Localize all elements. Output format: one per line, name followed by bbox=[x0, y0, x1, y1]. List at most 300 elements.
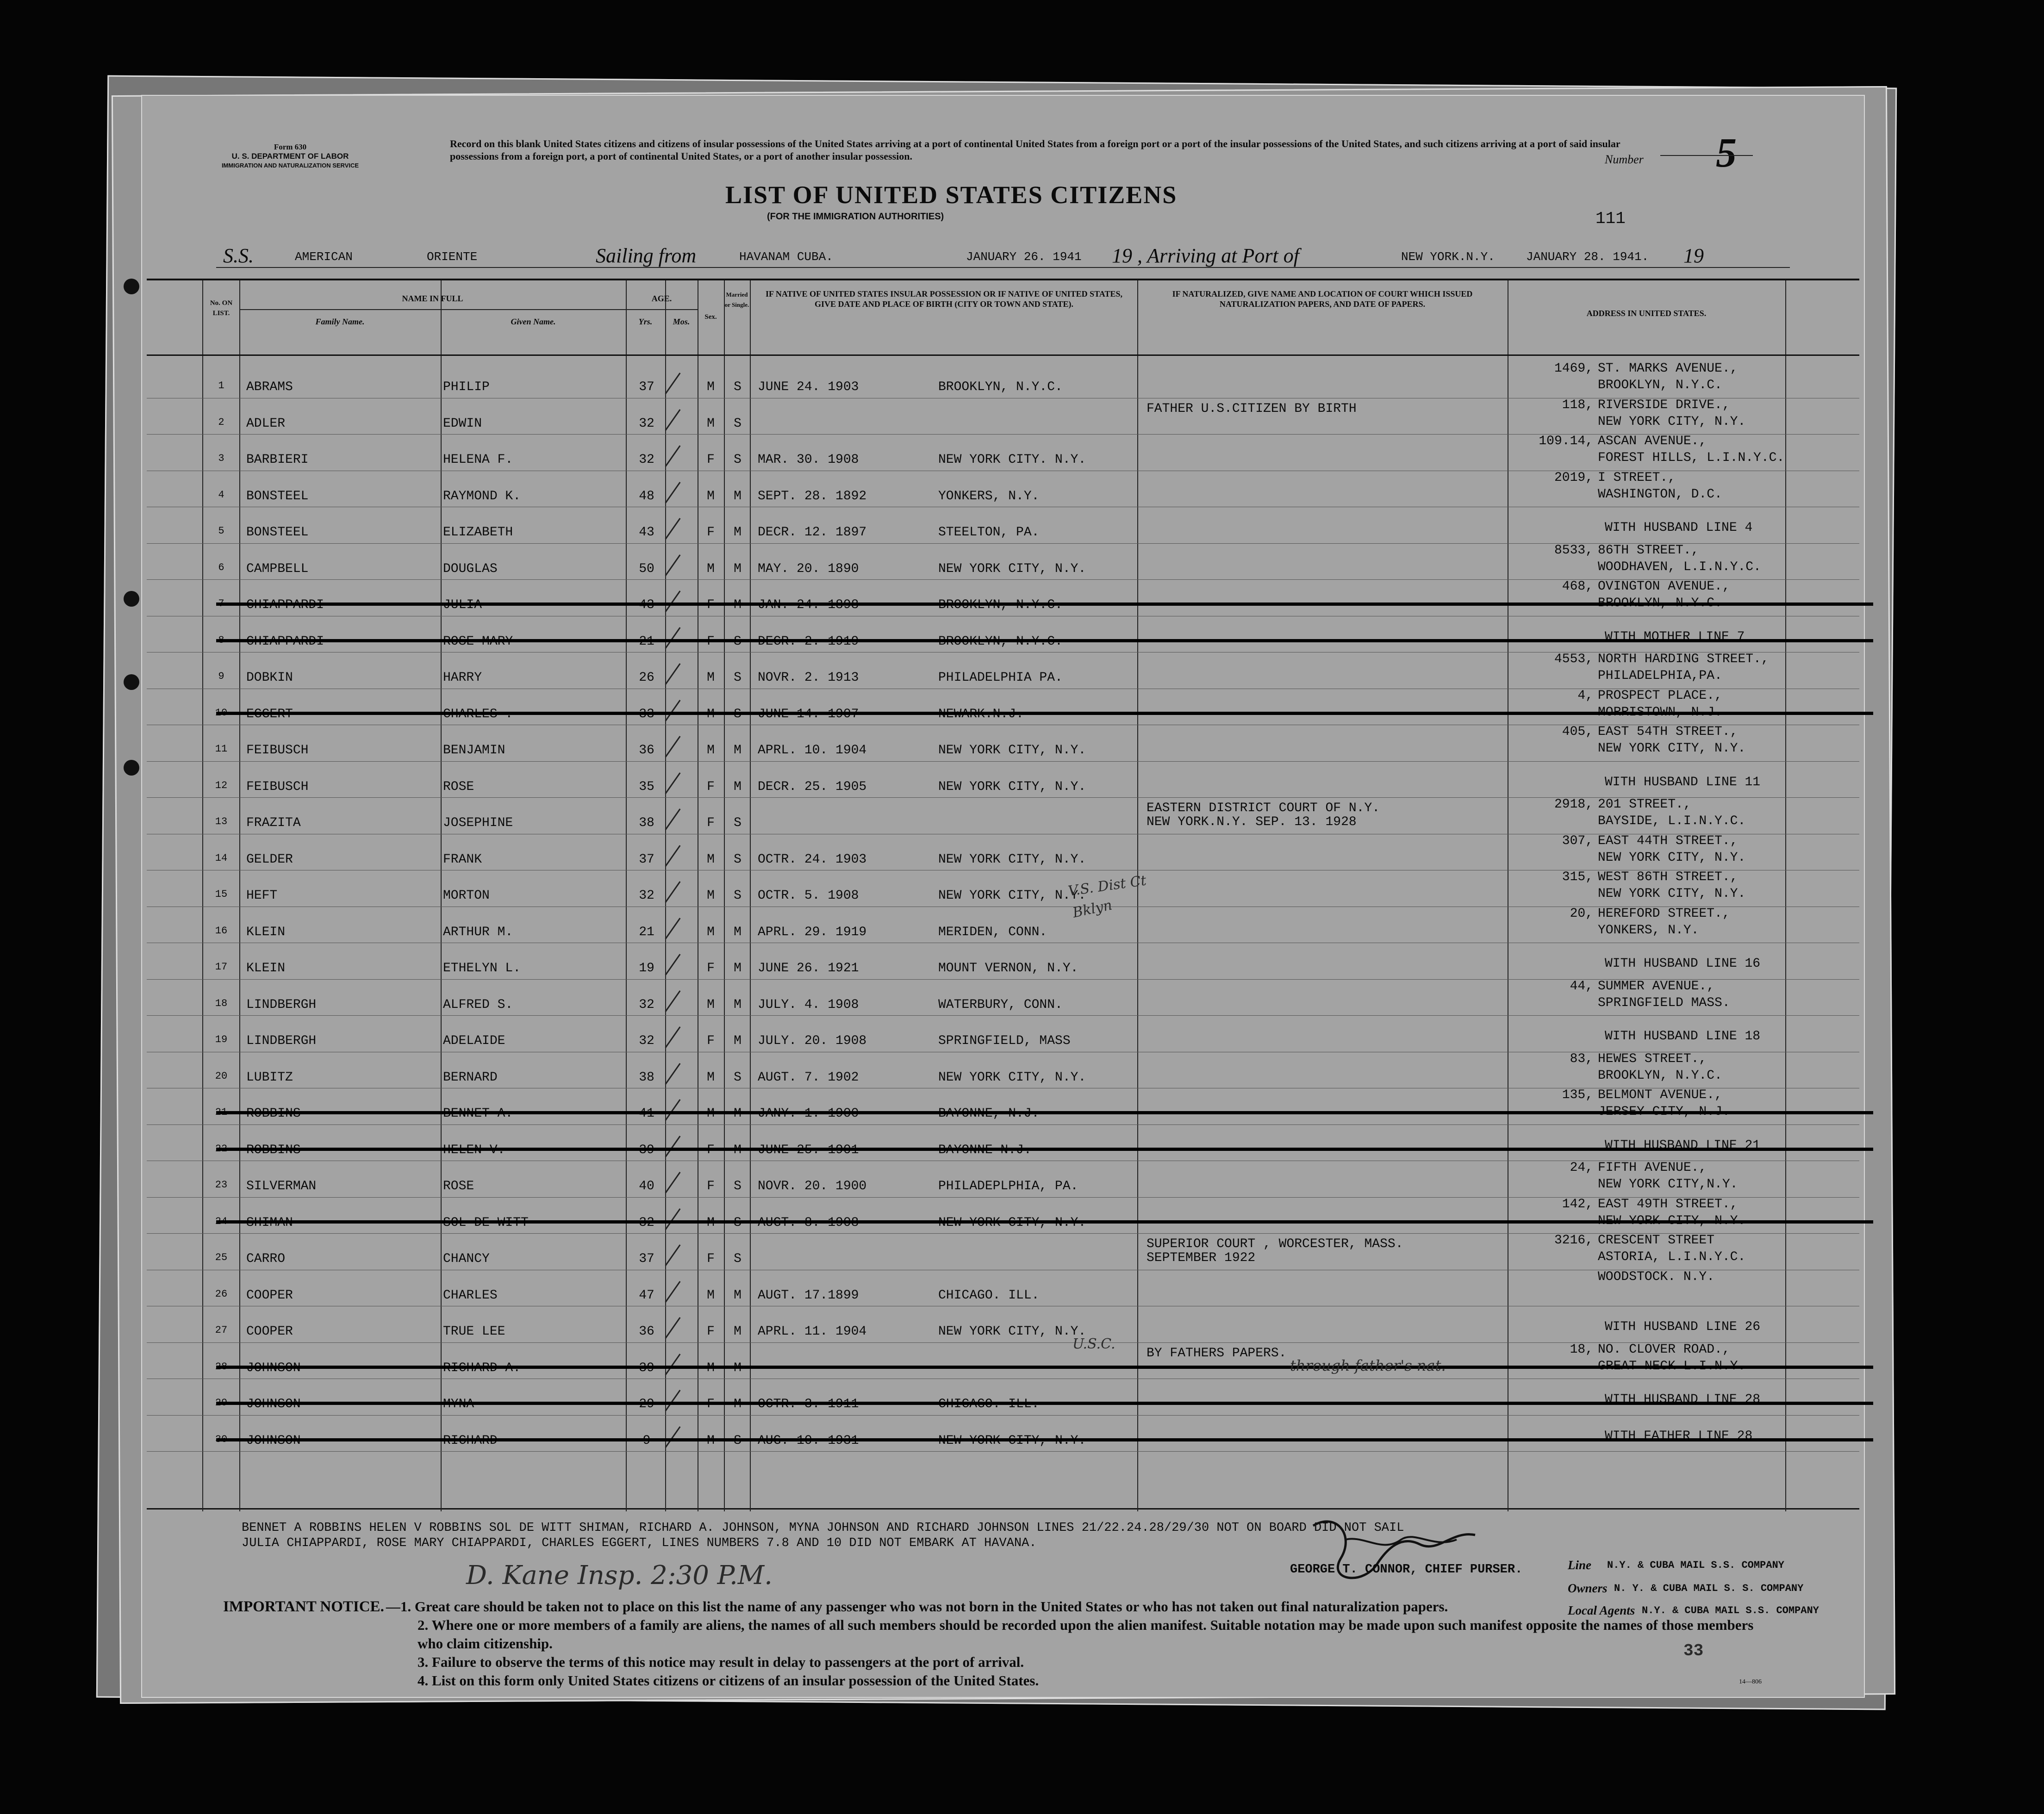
cell-address-line-1: EAST 49TH STREET., bbox=[1598, 1197, 1738, 1211]
sailing-from: HAVANAM CUBA. bbox=[739, 250, 833, 264]
cell-birth-place: BAYONNE N.J. bbox=[938, 1143, 1032, 1157]
table-row bbox=[147, 725, 1859, 761]
cell-birth-place: NEW YORK CITY, N.Y. bbox=[938, 743, 1086, 758]
cell-birth-date: JUNE 14. 1907 bbox=[758, 707, 859, 721]
manifest-page bbox=[141, 95, 1865, 1698]
cell-birth-date: JUNE 25. 1901 bbox=[758, 1143, 859, 1157]
cell-no: 10 bbox=[215, 707, 228, 719]
cell-age: 32 bbox=[639, 1034, 654, 1048]
header-birth: IF NATIVE OF UNITED STATES INSULAR POSSESSION OR IF NATIVE OF UNITED STATES, GIVE DATE AND PLACE OF BIRTH (CITY OR TOWN AND STATE). bbox=[765, 289, 1122, 309]
cell-address-line-1: HEWES STREET., bbox=[1598, 1051, 1707, 1066]
cell-address-line-1: RIVERSIDE DRIVE., bbox=[1598, 398, 1730, 412]
cell-birth-place: NEW YORK CITY, N.Y. bbox=[938, 1324, 1086, 1339]
cell-address-number: 1469, bbox=[1554, 361, 1593, 376]
cell-given: CHARLES bbox=[443, 1288, 498, 1303]
cell-no: 4 bbox=[218, 489, 224, 501]
cell-sex: M bbox=[707, 1070, 715, 1085]
cell-ms: S bbox=[734, 634, 742, 649]
cell-naturalization: NEW YORK.N.Y. SEP. 13. 1928 bbox=[1147, 815, 1357, 829]
cell-family: EGGERT bbox=[246, 707, 293, 721]
table-row bbox=[147, 1306, 1859, 1342]
strikethrough-line bbox=[216, 1438, 1873, 1441]
cell-birth-date: AUG. 10. 1931 bbox=[758, 1433, 859, 1448]
cell-address-line-1: WOODSTOCK. N.Y. bbox=[1598, 1269, 1715, 1284]
cell-address-line-1: HEREFORD STREET., bbox=[1598, 906, 1730, 921]
check-mark-icon bbox=[665, 881, 680, 903]
page-title: LIST OF UNITED STATES CITIZENS bbox=[725, 181, 1178, 209]
cell-ms: S bbox=[734, 671, 742, 685]
cell-address-line-2: WOODHAVEN, L.I.N.Y.C. bbox=[1598, 559, 1761, 574]
table-row bbox=[147, 797, 1859, 834]
table-row bbox=[147, 1415, 1859, 1452]
cell-birth-place: WATERBURY, CONN. bbox=[938, 997, 1063, 1012]
cell-birth-place: CHICAGO. ILL. bbox=[938, 1288, 1040, 1303]
cell-birth-place: MERIDEN, CONN. bbox=[938, 925, 1047, 939]
page-stamp: 111 bbox=[1595, 209, 1626, 228]
cell-given: TRUE LEE bbox=[443, 1324, 505, 1339]
cell-address-line-2: YONKERS, N.Y. bbox=[1598, 923, 1699, 938]
cell-family: CARRO bbox=[246, 1252, 286, 1266]
cell-no: 19 bbox=[215, 1034, 228, 1045]
cell-birth-date: DECR. 12. 1897 bbox=[758, 525, 867, 540]
important-notice bbox=[223, 1597, 1778, 1690]
cell-no: 6 bbox=[218, 561, 224, 573]
cell-address-number: 4, bbox=[1577, 688, 1593, 703]
check-mark-icon bbox=[665, 518, 680, 540]
cell-sex: F bbox=[707, 779, 715, 794]
cell-address-number: 20, bbox=[1570, 906, 1593, 921]
check-mark-icon bbox=[665, 1099, 680, 1121]
cell-given: CHANCY bbox=[443, 1252, 490, 1266]
cell-sex: F bbox=[707, 961, 715, 975]
cell-age: 39 bbox=[639, 1143, 654, 1157]
cell-address-line-2: ASTORIA, L.I.N.Y.C. bbox=[1598, 1250, 1746, 1264]
cell-no: 23 bbox=[215, 1179, 228, 1191]
cell-given: ROSE bbox=[443, 779, 474, 794]
cell-address-line-1: 86TH STREET., bbox=[1598, 543, 1699, 558]
cell-birth-place: NEW YORK CITY, N.Y. bbox=[938, 779, 1086, 794]
cell-naturalization: FATHER U.S.CITIZEN BY BIRTH bbox=[1147, 401, 1357, 416]
cell-family: FEIBUSCH bbox=[246, 743, 309, 758]
cell-age: 38 bbox=[639, 1070, 654, 1085]
cell-age: 32 bbox=[639, 416, 654, 431]
cell-naturalization: EASTERN DISTRICT COURT OF N.Y. bbox=[1147, 801, 1380, 815]
header-naturalized: IF NATURALIZED, GIVE NAME AND LOCATION OF COURT WHICH ISSUED NATURALIZATION PAPERS, AND DATE OF PAPERS. bbox=[1172, 289, 1473, 309]
cell-sex: F bbox=[707, 634, 715, 649]
cell-age: 43 bbox=[639, 598, 654, 612]
cell-given: ROSE bbox=[443, 1179, 474, 1193]
cell-address-line-2: NEW YORK CITY, N.Y. bbox=[1598, 741, 1746, 756]
check-mark-icon bbox=[665, 990, 680, 1012]
cell-sex: F bbox=[707, 453, 715, 467]
cell-birth-place: BROOKLYN, N.Y.C. bbox=[938, 380, 1063, 394]
cell-address-line-1: 201 STREET., bbox=[1598, 797, 1691, 812]
cell-family: LINDBERGH bbox=[246, 1034, 317, 1048]
cell-ms: M bbox=[734, 997, 742, 1012]
ship-name: AMERICAN bbox=[295, 250, 353, 264]
cell-birth-date: OCTR. 3. 1911 bbox=[758, 1397, 859, 1411]
cell-birth-date: APRL. 11. 1904 bbox=[758, 1324, 867, 1339]
check-mark-icon bbox=[665, 1172, 680, 1193]
row-rule bbox=[147, 1451, 1859, 1452]
cell-ms: M bbox=[734, 1324, 742, 1339]
cell-given: JOSEPHINE bbox=[443, 816, 513, 830]
check-mark-icon bbox=[665, 409, 680, 431]
cell-address-line-2: WASHINGTON, D.C. bbox=[1598, 487, 1722, 502]
cell-birth-date: NOVR. 20. 1900 bbox=[758, 1179, 867, 1193]
cell-age: 21 bbox=[639, 634, 654, 649]
cell-given: CHARLES . bbox=[443, 707, 513, 721]
cell-sex: F bbox=[707, 1397, 715, 1411]
strikethrough-line bbox=[216, 1111, 1873, 1114]
footer-note-1: BENNET A ROBBINS HELEN V ROBBINS SOL DE WITT SHIMAN, RICHARD A. JOHNSON, MYNA JOHNSON AND RICHARD JOHNSON LINES 21/22.24.28/29/30 NOT ON BOARD DID NOT SAIL bbox=[242, 1521, 1404, 1535]
cell-address-line-2: MORRISTOWN, N.J. bbox=[1598, 705, 1722, 720]
cell-no: 24 bbox=[215, 1215, 228, 1227]
cell-family: COOPER bbox=[246, 1324, 293, 1339]
ship-name-2: ORIENTE bbox=[427, 250, 478, 264]
notice-item-3: 3. Failure to observe the terms of this notice may result in delay to passengers at the port of arrival. bbox=[418, 1654, 1024, 1670]
table-row bbox=[147, 471, 1859, 507]
cell-age: 47 bbox=[639, 1288, 654, 1303]
cell-sex: F bbox=[707, 1179, 715, 1193]
cell-no: 16 bbox=[215, 925, 228, 937]
cell-sex: F bbox=[707, 525, 715, 540]
cell-family: FEIBUSCH bbox=[246, 779, 309, 794]
cell-birth-place: MOUNT VERNON, N.Y. bbox=[938, 961, 1078, 975]
cell-given: MYNA bbox=[443, 1397, 474, 1411]
cell-no: 1 bbox=[218, 380, 224, 391]
cell-age: 40 bbox=[639, 1179, 654, 1193]
strikethrough-line bbox=[216, 1220, 1873, 1224]
cell-age: 37 bbox=[639, 1252, 654, 1266]
check-mark-icon bbox=[665, 663, 680, 685]
citizens-table bbox=[147, 279, 1859, 1510]
cell-address-line-1: NORTH HARDING STREET., bbox=[1598, 652, 1769, 666]
cell-ms: S bbox=[734, 453, 742, 467]
cell-given: RICHARD bbox=[443, 1433, 498, 1448]
cell-address-line-1: WITH MOTHER LINE 7 bbox=[1605, 629, 1745, 644]
cell-sex: F bbox=[707, 1143, 715, 1157]
cell-address-line-2: PHILADELPHIA,PA. bbox=[1598, 669, 1722, 683]
cell-given: EDWIN bbox=[443, 416, 482, 431]
cell-birth-date: MAY. 20. 1890 bbox=[758, 561, 859, 576]
cell-address-line-1: EAST 44TH STREET., bbox=[1598, 833, 1738, 848]
cell-no: 11 bbox=[215, 743, 228, 755]
punch-hole-icon bbox=[124, 279, 139, 294]
cell-birth-date: JUNE 24. 1903 bbox=[758, 380, 859, 394]
year-label-2: 19 bbox=[1683, 244, 1704, 267]
cell-no: 22 bbox=[215, 1143, 228, 1155]
cell-ms: M bbox=[734, 1397, 742, 1411]
strikethrough-line bbox=[216, 1148, 1873, 1151]
check-mark-icon bbox=[665, 1244, 680, 1266]
cell-ms: M bbox=[734, 561, 742, 576]
header-family-name: Family Name. bbox=[315, 317, 365, 326]
cell-address-line-2: BROOKLYN, N.Y.C. bbox=[1598, 596, 1722, 610]
cell-birth-place: NEW YORK CITY, N.Y. bbox=[938, 1070, 1086, 1085]
cell-ms: S bbox=[734, 816, 742, 830]
cell-family: BARBIERI bbox=[246, 453, 309, 467]
check-mark-icon bbox=[665, 1354, 680, 1375]
owners-label: Owners bbox=[1568, 1581, 1608, 1595]
cell-birth-date: JULY. 20. 1908 bbox=[758, 1034, 867, 1048]
cell-given: BENNET A. bbox=[443, 1106, 513, 1121]
year-label: 19 bbox=[1112, 244, 1132, 267]
cell-ms: M bbox=[734, 489, 742, 503]
cell-birth-date: OCTR. 5. 1908 bbox=[758, 888, 859, 903]
cell-birth-date: JANY. 1. 1900 bbox=[758, 1106, 859, 1121]
cell-given: ELIZABETH bbox=[443, 525, 513, 540]
cell-birth-place: SPRINGFIELD, MASS bbox=[938, 1034, 1071, 1048]
table-row bbox=[147, 761, 1859, 798]
header-given-name: Given Name. bbox=[511, 317, 556, 326]
check-mark-icon bbox=[665, 1063, 680, 1085]
cell-birth-date: NOVR. 2. 1913 bbox=[758, 671, 859, 685]
cell-given: ARTHUR M. bbox=[443, 925, 513, 939]
cell-sex: F bbox=[707, 816, 715, 830]
cell-sex: M bbox=[707, 380, 715, 394]
cell-family: HEFT bbox=[246, 888, 278, 903]
cell-age: 29 bbox=[639, 1397, 654, 1411]
cell-given: FRANK bbox=[443, 852, 482, 867]
check-mark-icon bbox=[665, 373, 680, 394]
cell-no: 20 bbox=[215, 1070, 228, 1082]
cell-ms: M bbox=[734, 779, 742, 794]
cell-address-line-1: EAST 54TH STREET., bbox=[1598, 725, 1738, 739]
cell-sex: M bbox=[707, 743, 715, 758]
cell-age: 9 bbox=[642, 1433, 651, 1448]
cell-no: 17 bbox=[215, 961, 228, 973]
check-mark-icon bbox=[665, 700, 680, 721]
cell-given: HELENA F. bbox=[443, 453, 513, 467]
strikethrough-line bbox=[216, 639, 1873, 642]
notice-item-2: 2. Where one or more members of a family are aliens, the names of all such members should be recorded upon the alien manifest. Suitable notation may be made upon such manifest opposite the names of those members who claim citizenship. bbox=[418, 1617, 1754, 1652]
cell-sex: M bbox=[707, 888, 715, 903]
cell-birth-place: CHICAGO. ILL. bbox=[938, 1397, 1040, 1411]
cell-age: 37 bbox=[639, 852, 654, 867]
cell-birth-date: DECR. 2. 1919 bbox=[758, 634, 859, 649]
table-row bbox=[147, 1379, 1859, 1415]
cell-address-line-1: CRESCENT STREET bbox=[1598, 1233, 1715, 1248]
notice-item-1: —1. Great care should be taken not to place on this list the name of any passenger who was not born in the United States or who has not taken out final naturalization papers. bbox=[386, 1598, 1448, 1615]
table-row bbox=[147, 870, 1859, 907]
cell-address-number: 142, bbox=[1562, 1197, 1593, 1211]
check-mark-icon bbox=[665, 627, 680, 649]
strikethrough-line bbox=[216, 712, 1873, 715]
check-mark-icon bbox=[665, 772, 680, 794]
cell-address-line-1: WITH HUSBAND LINE 11 bbox=[1605, 775, 1761, 789]
cell-age: 33 bbox=[639, 707, 654, 721]
cell-birth-date: AUGT. 8. 1908 bbox=[758, 1215, 859, 1230]
header-age: AGE. bbox=[651, 294, 672, 303]
number-underline bbox=[1660, 155, 1753, 156]
cell-no: 18 bbox=[215, 997, 228, 1009]
cell-sex: F bbox=[707, 1252, 715, 1266]
header-rule bbox=[147, 354, 1859, 356]
check-mark-icon bbox=[665, 1208, 680, 1230]
cell-address-number: 2918, bbox=[1554, 797, 1593, 812]
cell-family: CHIAPPARDI bbox=[246, 598, 324, 612]
line-value: N.Y. & CUBA MAIL S.S. COMPANY bbox=[1607, 1559, 1784, 1571]
cell-birth-place: STEELTON, PA. bbox=[938, 525, 1040, 540]
punch-hole-icon bbox=[124, 674, 139, 690]
strikethrough-line bbox=[216, 1402, 1873, 1405]
cell-ms: M bbox=[734, 961, 742, 975]
cell-no: 21 bbox=[215, 1106, 228, 1118]
cell-birth-place: YONKERS, N.Y. bbox=[938, 489, 1040, 503]
cell-address-number: 109.14, bbox=[1539, 434, 1593, 448]
cell-address-number: 315, bbox=[1562, 870, 1593, 884]
cell-age: 19 bbox=[639, 961, 654, 975]
cell-ms: M bbox=[734, 1106, 742, 1121]
cell-age: 43 bbox=[639, 525, 654, 540]
cell-birth-place: NEW YORK CITY, N.Y. bbox=[938, 1215, 1086, 1230]
cell-birth-place: BROOKLYN, N.Y.C. bbox=[938, 598, 1063, 612]
cell-given: PHILIP bbox=[443, 380, 490, 394]
notice-lead: IMPORTANT NOTICE. bbox=[223, 1598, 384, 1615]
cell-address-line-1: FIFTH AVENUE., bbox=[1598, 1161, 1707, 1175]
cell-age: 35 bbox=[639, 779, 654, 794]
cell-birth-date: APRL. 29. 1919 bbox=[758, 925, 867, 939]
agents-label: Local Agents bbox=[1568, 1603, 1635, 1617]
cell-given: ETHELYN L. bbox=[443, 961, 521, 975]
cell-family: CAMPBELL bbox=[246, 561, 309, 576]
cell-given: BENJAMIN bbox=[443, 743, 505, 758]
punch-hole-icon bbox=[124, 760, 139, 776]
cell-no: 3 bbox=[218, 453, 224, 464]
header-mos: Mos. bbox=[673, 317, 690, 326]
cell-given: RAYMOND K. bbox=[443, 489, 521, 503]
table-row bbox=[147, 1124, 1859, 1161]
cell-sex: M bbox=[707, 707, 715, 721]
cell-address-line-2: BROOKLYN, N.Y.C. bbox=[1598, 1068, 1722, 1083]
cell-family: JOHNSON bbox=[246, 1360, 301, 1375]
cell-given: ALFRED S. bbox=[443, 997, 513, 1012]
cell-birth-place: NEW YORK CITY, N.Y. bbox=[938, 561, 1086, 576]
cell-age: 26 bbox=[639, 671, 654, 685]
check-mark-icon bbox=[665, 1136, 680, 1157]
department-name: U. S. DEPARTMENT OF LABOR bbox=[231, 152, 349, 161]
cell-age: 32 bbox=[639, 997, 654, 1012]
page-subtitle: (FOR THE IMMIGRATION AUTHORITIES) bbox=[767, 211, 944, 222]
sailing-label: Sailing from bbox=[596, 244, 697, 267]
cell-address-line-1: WITH HUSBAND LINE 26 bbox=[1605, 1320, 1761, 1334]
cell-sex: M bbox=[707, 561, 715, 576]
cell-ms: S bbox=[734, 1433, 742, 1448]
purser-signature-icon bbox=[1299, 1507, 1494, 1600]
strikethrough-line bbox=[216, 603, 1873, 606]
list-number: 5 bbox=[1716, 130, 1737, 176]
header-subrule bbox=[626, 309, 698, 310]
cell-family: KLEIN bbox=[246, 925, 286, 939]
cell-address-line-2: JERSEY CITY, N.J. bbox=[1598, 1105, 1730, 1119]
table-row bbox=[147, 543, 1859, 580]
cell-sex: M bbox=[707, 416, 715, 431]
sailing-date: JANUARY 26. 1941 bbox=[966, 250, 1082, 264]
cell-ms: M bbox=[734, 743, 742, 758]
cell-address-line-1: WEST 86TH STREET., bbox=[1598, 870, 1738, 884]
cell-address-number: 405, bbox=[1562, 725, 1593, 739]
cell-given: ADELAIDE bbox=[443, 1034, 505, 1048]
table-row bbox=[147, 398, 1859, 435]
cell-given: HELEN V. bbox=[443, 1143, 505, 1157]
cell-birth-date: MAR. 30. 1908 bbox=[758, 453, 859, 467]
cell-birth-place: NEWARK.N.J. bbox=[938, 707, 1024, 721]
cell-family: ROBBINS bbox=[246, 1106, 301, 1121]
cell-address-line-1: WITH HUSBAND LINE 4 bbox=[1605, 521, 1753, 535]
cell-address-line-2: GREAT NECK L.I.N.Y. bbox=[1598, 1359, 1746, 1373]
cell-family: BONSTEEL bbox=[246, 525, 309, 540]
cell-birth-date: AUGT. 17.1899 bbox=[758, 1288, 859, 1303]
table-row bbox=[147, 1161, 1859, 1197]
table-row bbox=[147, 689, 1859, 725]
cell-family: LINDBERGH bbox=[246, 997, 317, 1012]
cell-address-line-2: NEW YORK CITY, N.Y. bbox=[1598, 1213, 1746, 1228]
table-row bbox=[147, 1015, 1859, 1052]
cell-address-line-1: WITH HUSBAND LINE 18 bbox=[1605, 1029, 1761, 1044]
table-row bbox=[147, 361, 1859, 398]
form-code: 14—806 bbox=[1739, 1678, 1762, 1685]
cell-address-line-1: WITH HUSBAND LINE 28 bbox=[1605, 1392, 1761, 1407]
cell-sex: M bbox=[707, 1106, 715, 1121]
check-mark-icon bbox=[665, 808, 680, 830]
cell-ms: S bbox=[734, 852, 742, 867]
cell-address-number: 24, bbox=[1570, 1161, 1593, 1175]
table-row bbox=[147, 943, 1859, 979]
cell-birth-place: NEW YORK CITY. N.Y. bbox=[938, 453, 1086, 467]
handwritten-court-note-2: Bklyn bbox=[1071, 897, 1114, 921]
cell-address-number: 118, bbox=[1562, 398, 1593, 412]
table-row bbox=[147, 616, 1859, 652]
cell-given: RICHARD A. bbox=[443, 1360, 521, 1375]
handwritten-usc-note: U.S.C. bbox=[1072, 1336, 1115, 1352]
cell-address-line-1: BELMONT AVENUE., bbox=[1598, 1088, 1722, 1102]
cell-address-number: 8533, bbox=[1554, 543, 1593, 558]
cell-family: JOHNSON bbox=[246, 1433, 301, 1448]
cell-given: HARRY bbox=[443, 671, 482, 685]
check-mark-icon bbox=[665, 1426, 680, 1448]
cell-birth-date: JULY. 4. 1908 bbox=[758, 997, 859, 1012]
table-row bbox=[147, 1052, 1859, 1088]
cell-family: JOHNSON bbox=[246, 1397, 301, 1411]
cell-no: 28 bbox=[215, 1360, 228, 1373]
page-number: 33 bbox=[1683, 1641, 1704, 1660]
inspector-signature: D. Kane Insp. 2:30 P.M. bbox=[466, 1560, 773, 1590]
agents-value: N.Y. & CUBA MAIL S.S. COMPANY bbox=[1642, 1605, 1819, 1616]
cell-no: 12 bbox=[215, 779, 228, 791]
check-mark-icon bbox=[665, 1390, 680, 1411]
cell-given: MORTON bbox=[443, 888, 490, 903]
cell-birth-place: NEW YORK CITY, N.Y. bbox=[938, 1433, 1086, 1448]
cell-birth-date: DECR. 25. 1905 bbox=[758, 779, 867, 794]
cell-age: 36 bbox=[639, 1324, 654, 1339]
cell-family: LUBITZ bbox=[246, 1070, 293, 1085]
cell-age: 37 bbox=[639, 380, 654, 394]
cell-age: 38 bbox=[639, 816, 654, 830]
cell-family: SHIMAN bbox=[246, 1215, 293, 1230]
cell-family: ROBBINS bbox=[246, 1143, 301, 1157]
cell-sex: M bbox=[707, 671, 715, 685]
cell-no: 30 bbox=[215, 1433, 228, 1445]
cell-birth-date: APRL. 10. 1904 bbox=[758, 743, 867, 758]
cell-naturalization: SUPERIOR COURT , WORCESTER, MASS. bbox=[1147, 1237, 1403, 1251]
cell-birth-place: PHILADELPHIA PA. bbox=[938, 671, 1063, 685]
table-row bbox=[147, 579, 1859, 616]
cell-family: DOBKIN bbox=[246, 671, 293, 685]
cell-birth-place: NEW YORK CITY, N.Y. bbox=[938, 888, 1086, 903]
cell-birth-date: SEPT. 28. 1892 bbox=[758, 489, 867, 503]
header-name-in-full: NAME IN FULL bbox=[402, 294, 463, 303]
